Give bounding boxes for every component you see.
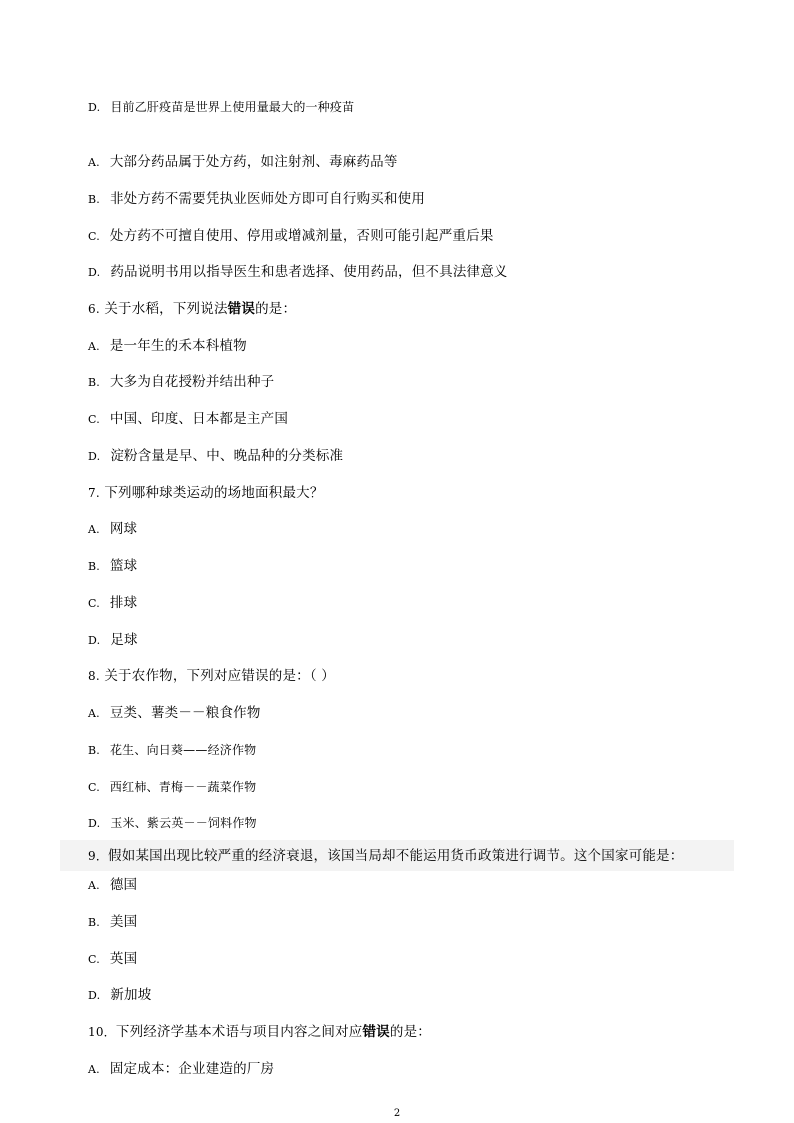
q8-option-c: C. 西红柿、青梅－－蔬菜作物 bbox=[88, 780, 257, 794]
page-number: 2 bbox=[393, 1108, 401, 1119]
q5-option-b: B. 非处方药不需要凭执业医师处方即可自行购买和使用 bbox=[88, 191, 426, 207]
q5-option-a: A. 大部分药品属于处方药，如注射剂、毒麻药品等 bbox=[88, 154, 398, 170]
question-7: 7. 下列哪种球类运动的场地面积最大？ bbox=[88, 485, 324, 501]
q6-option-d: D. 淀粉含量是早、中、晚品种的分类标准 bbox=[88, 448, 344, 464]
q8-option-a: A. 豆类、薯类－－粮食作物 bbox=[88, 705, 261, 721]
question-6: 6. 关于水稻，下列说法错误的是： bbox=[88, 301, 297, 317]
q7-option-a: A. 网球 bbox=[88, 521, 138, 537]
question-8: 8. 关于农作物，下列对应错误的是：（ ） bbox=[88, 668, 336, 684]
q9-option-c: C. 英国 bbox=[88, 951, 138, 967]
question-9: 9．假如某国出现比较严重的经济衰退，该国当局却不能运用货币政策进行调节。这个国家可能是： bbox=[88, 848, 684, 864]
q8-option-b: B. 花生、向日葵——经济作物 bbox=[88, 743, 257, 757]
q9-option-a: A. 德国 bbox=[88, 877, 138, 893]
q5-option-c: C. 处方药不可擅自使用、停用或增减剂量，否则可能引起严重后果 bbox=[88, 228, 494, 244]
q7-option-b: B. 篮球 bbox=[88, 558, 138, 574]
q7-option-c: C. 排球 bbox=[88, 595, 138, 611]
q8-option-d: D. 玉米、紫云英－－饲料作物 bbox=[88, 816, 257, 830]
q10-option-a: A. 固定成本：企业建造的厂房 bbox=[88, 1061, 275, 1077]
option-d-hepatitis-vaccine: D. 目前乙肝疫苗是世界上使用量最大的一种疫苗 bbox=[88, 100, 355, 114]
q9-option-b: B. 美国 bbox=[88, 914, 138, 930]
question-10: 10．下列经济学基本术语与项目内容之间对应错误的是： bbox=[88, 1024, 431, 1040]
q6-option-c: C. 中国、印度、日本都是主产国 bbox=[88, 411, 289, 427]
q7-option-d: D. 足球 bbox=[88, 632, 138, 648]
q6-option-a: A. 是一年生的禾本科植物 bbox=[88, 338, 247, 354]
q6-option-b: B. 大多为自花授粉并结出种子 bbox=[88, 374, 275, 390]
q5-option-d: D. 药品说明书用以指导医生和患者选择、使用药品，但不具法律意义 bbox=[88, 264, 508, 280]
q9-option-d: D. 新加坡 bbox=[88, 987, 152, 1003]
